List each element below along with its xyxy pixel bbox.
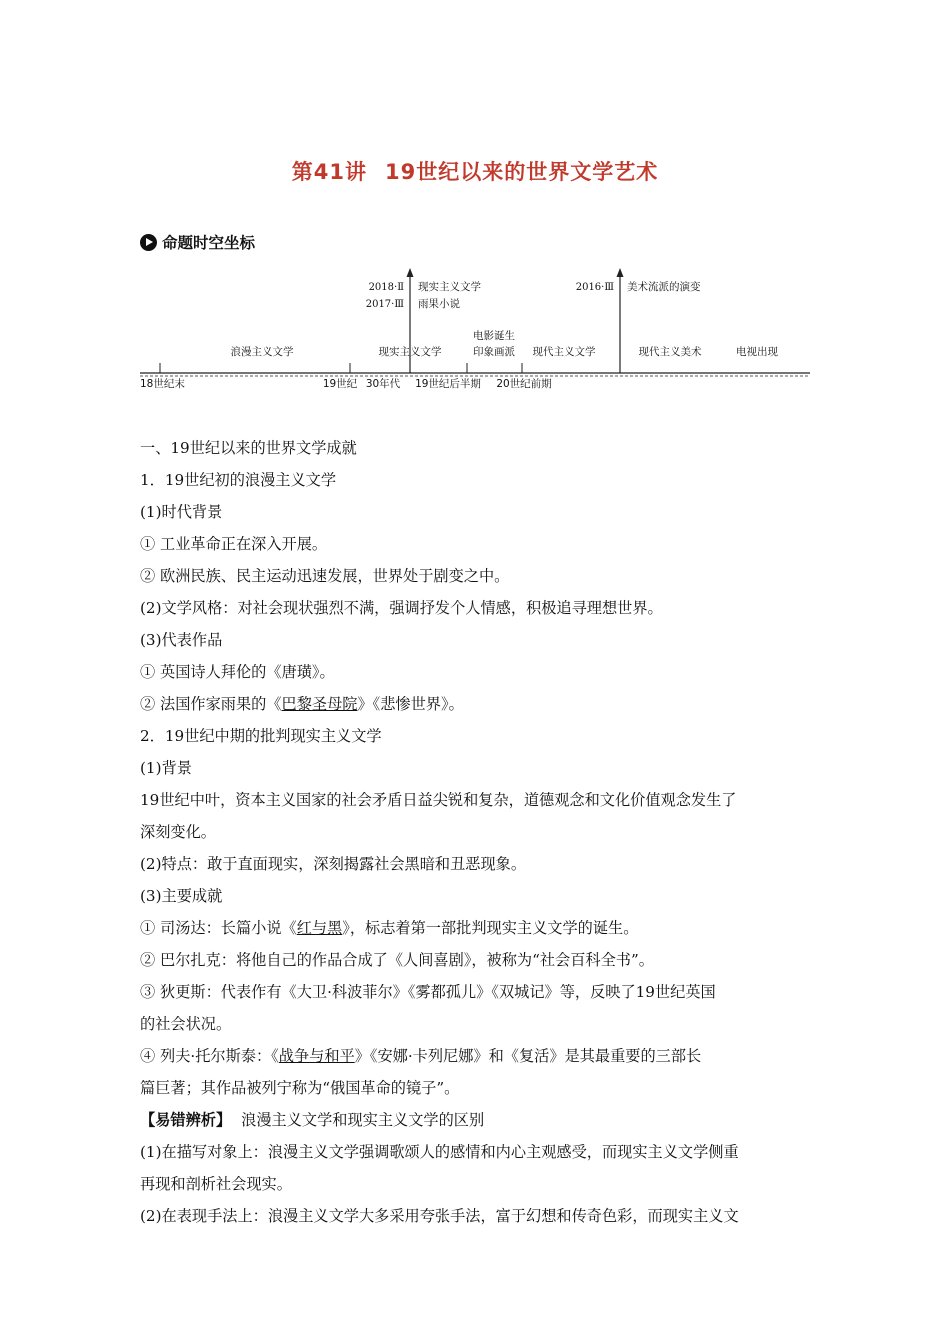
paragraph: ② 巴尔扎克：将他自己的作品合成了《人间喜剧》，被称为“社会百科全书”。 xyxy=(140,951,654,969)
paragraph: 再现和剖析社会现实。 xyxy=(140,1175,292,1193)
subheading-realism: 2．19世纪中期的批判现实主义文学 xyxy=(140,727,382,745)
tick-label-19c: 19世纪 xyxy=(322,378,358,390)
underlined-title: 战争与和平 xyxy=(278,1047,355,1065)
tick-label-18c-end: 18世纪末 xyxy=(140,378,185,390)
period-modern-art: 现代主义美术 xyxy=(638,346,702,358)
paragraph: (1)背景 xyxy=(140,759,192,777)
period-modern-literature: 现代主义文学 xyxy=(532,346,596,358)
section-label: 命题时空坐标 xyxy=(162,234,256,252)
note-label: 【易错辨析】 xyxy=(140,1111,232,1129)
paragraph xyxy=(140,912,815,944)
paragraph: 深刻变化。 xyxy=(140,823,216,841)
arrow-head-art xyxy=(617,268,624,277)
arrow-head-realism xyxy=(407,268,414,277)
exam-topic-2: 雨果小说 xyxy=(418,298,460,310)
timeline-diagram xyxy=(0,260,950,400)
tick-label-20c-early: 20世纪前期 xyxy=(496,378,552,390)
paragraph: ① 工业革命正在深入开展。 xyxy=(140,535,328,553)
note-heading xyxy=(140,1104,815,1136)
exam-year-3: 2016·Ⅲ xyxy=(575,282,614,293)
paragraph: 篇巨著；其作品被列宁称为“俄国革命的镜子”。 xyxy=(140,1079,460,1097)
text-span: 》《安娜·卡列尼娜》和《复活》是其最重要的三部长 xyxy=(354,1047,702,1065)
period-romanticism: 浪漫主义文学 xyxy=(230,346,294,358)
main-content xyxy=(140,432,815,1232)
tick-label-30s: 30年代 xyxy=(365,378,401,390)
exam-year-1: 2018·Ⅱ xyxy=(368,282,404,293)
exam-topic-1: 现实主义文学 xyxy=(418,281,481,293)
underlined-title: 巴黎圣母院 xyxy=(281,695,358,713)
subheading-romanticism: 1．19世纪初的浪漫主义文学 xyxy=(140,471,337,489)
paragraph: (1)时代背景 xyxy=(140,503,223,521)
text-span: ② 法国作家雨果的《 xyxy=(140,695,282,713)
paragraph: (2)在表现手法上：浪漫主义文学大多采用夸张手法，富于幻想和传奇色彩，而现实主义文 xyxy=(140,1207,739,1225)
tick-label-19c-late: 19世纪后半期 xyxy=(415,378,481,390)
paragraph: (2)文学风格：对社会现状强烈不满，强调抒发个人情感，积极追寻理想世界。 xyxy=(140,599,663,617)
text-span: ① 司汤达：长篇小说《 xyxy=(140,919,297,937)
period-television: 电视出现 xyxy=(736,346,778,358)
paragraph: ① 英国诗人拜伦的《唐璜》。 xyxy=(140,663,335,681)
exam-topic-3: 美术流派的演变 xyxy=(627,281,701,293)
lecture-topic: 19世纪以来的世界文学艺术 xyxy=(385,160,659,184)
text-span: 》，标志着第一部批判现实主义文学的诞生。 xyxy=(342,919,639,937)
paragraph: ③ 狄更斯：代表作有《大卫·科波菲尔》《雾都孤儿》《双城记》等，反映了19世纪英国 xyxy=(140,983,716,1001)
section-heading xyxy=(140,230,255,254)
paragraph: (3)主要成就 xyxy=(140,887,223,905)
paragraph: 的社会状况。 xyxy=(140,1015,232,1033)
paragraph xyxy=(140,688,815,720)
note-title: 浪漫主义文学和现实主义文学的区别 xyxy=(241,1111,485,1129)
paragraph: (2)特点：敢于直面现实，深刻揭露社会黑暗和丑恶现象。 xyxy=(140,855,527,873)
paragraph: (1)在描写对象上：浪漫主义文学强调歌颂人的感情和内心主观感受，而现实主义文学侧重 xyxy=(140,1143,739,1161)
period-realism: 现实主义文学 xyxy=(378,346,442,358)
text-span: ④ 列夫·托尔斯泰：《 xyxy=(140,1047,279,1065)
period-film: 电影诞生 xyxy=(473,330,515,342)
paragraph: 19世纪中叶，资本主义国家的社会矛盾日益尖锐和复杂，道德观念和文化价值观念发生了 xyxy=(140,791,737,809)
paragraph xyxy=(140,1040,815,1072)
page-title xyxy=(0,156,950,186)
period-impressionism: 印象画派 xyxy=(473,346,515,358)
text-span: 》《悲惨世界》。 xyxy=(357,695,464,713)
lecture-number: 第41讲 xyxy=(291,160,367,184)
play-icon xyxy=(140,234,157,251)
exam-year-2: 2017·Ⅲ xyxy=(365,299,404,310)
paragraph: (3)代表作品 xyxy=(140,631,223,649)
heading-1: 一、19世纪以来的世界文学成就 xyxy=(140,439,357,457)
underlined-title: 红与黑 xyxy=(296,919,343,937)
paragraph: ② 欧洲民族、民主运动迅速发展，世界处于剧变之中。 xyxy=(140,567,510,585)
